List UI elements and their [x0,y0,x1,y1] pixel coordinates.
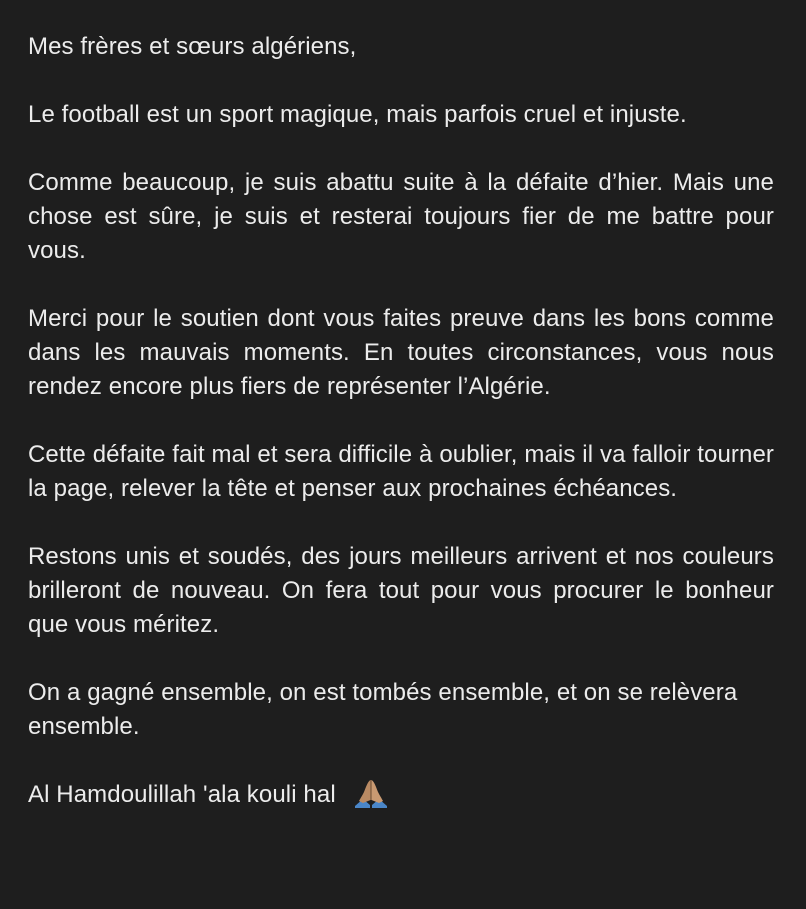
paragraph-3: Merci pour le soutien dont vous faites preuve dans les bons comme dans les mauvais moments. En toutes circonstances, vous nous rendez encore plus fiers de représenter l’Algérie. [28,305,774,400]
paragraph-1: Le football est un sport magique, mais parfois cruel et injuste. [28,101,687,128]
paragraph-5: Restons unis et soudés, des jours meilleurs arrivent et nos couleurs brilleront de nouveau. On fera tout pour vous procurer le bonheur que vous méritez. [28,543,774,638]
closing-paragraph [28,778,774,812]
closing-text: Al Hamdoulillah 'ala kouli hal [28,781,336,808]
paragraph-6: On a gagné ensemble, on est tombés ensemble, et on se relèvera ensemble. [28,679,738,740]
greeting-paragraph: Mes frères et sœurs algériens, [28,33,357,60]
praying-hands-icon [351,778,391,808]
paragraph-4: Cette défaite fait mal et sera difficile à oublier, mais il va falloir tourner la page, relever la tête et penser aux prochaines échéances. [28,441,774,502]
note-text-body [28,30,774,846]
paragraph-2: Comme beaucoup, je suis abattu suite à la défaite d’hier. Mais une chose est sûre, je suis et resterai toujours fier de me battre pour vous. [28,169,774,264]
